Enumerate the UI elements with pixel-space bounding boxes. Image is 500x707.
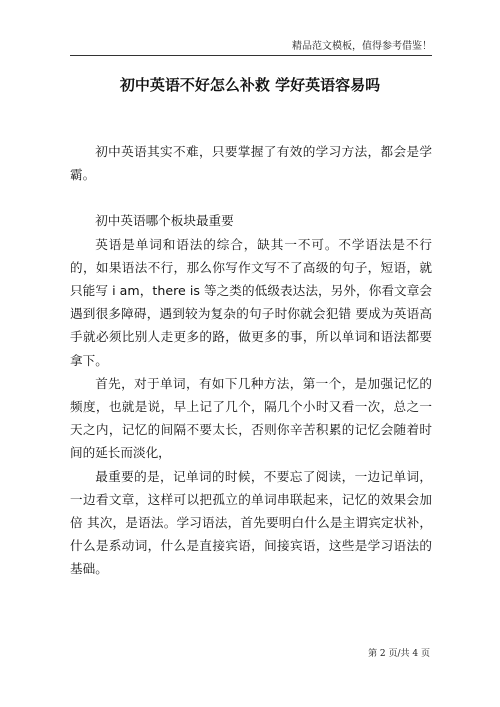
body-paragraph: 首先，对于单词，有如下几种方法，第一个，是加强记忆的频度，也就是说，早上记了几个，隔几个小时又看一次，总之一天之内，记忆的间隔不要太长，否则你辛苦积累的记忆会随着时间的延长而淡化， [70, 375, 432, 461]
section-heading: 初中英语哪个板块最重要 [95, 213, 234, 229]
header-divider [70, 55, 432, 56]
paragraph-spacer [70, 186, 432, 209]
body-paragraph: 英语是单词和语法的综合，缺其一不可。不学语法是不行的，如果语法不行，那么你写作文写不了高级的句子，短语，就只能写 i am，there is 等之类的低级表达法，另外，你看文章会遇到很多障碍，遇到较为复杂的句子时你就会犯错 要成为英语高手就必须比别人走更多的路，做更多的事，所以单词和语法都要拿下。 [70, 236, 432, 368]
header-note: 精品范文模板，值得参考借鉴！ [292, 41, 432, 52]
body-paragraph: 最重要的是，记单词的时候，不要忘了阅读，一边记单词，一边看文章，这样可以把孤立的单词串联起来，记忆的效果会加倍 其次，是语法。学习语法，首先要明白什么是主谓宾定状补，什么是系动词，什么是直接宾语，间接宾语，这些是学习语法的基础。 [70, 468, 432, 577]
page-indicator: 第 2 页/共 4 页 [368, 649, 430, 659]
intro-paragraph: 初中英语其实不难，只要掌握了有效的学习方法，都会是学霸。 [70, 144, 432, 183]
document-title: 初中英语不好怎么补救 学好英语容易吗 [119, 76, 381, 94]
document-body [70, 140, 432, 581]
